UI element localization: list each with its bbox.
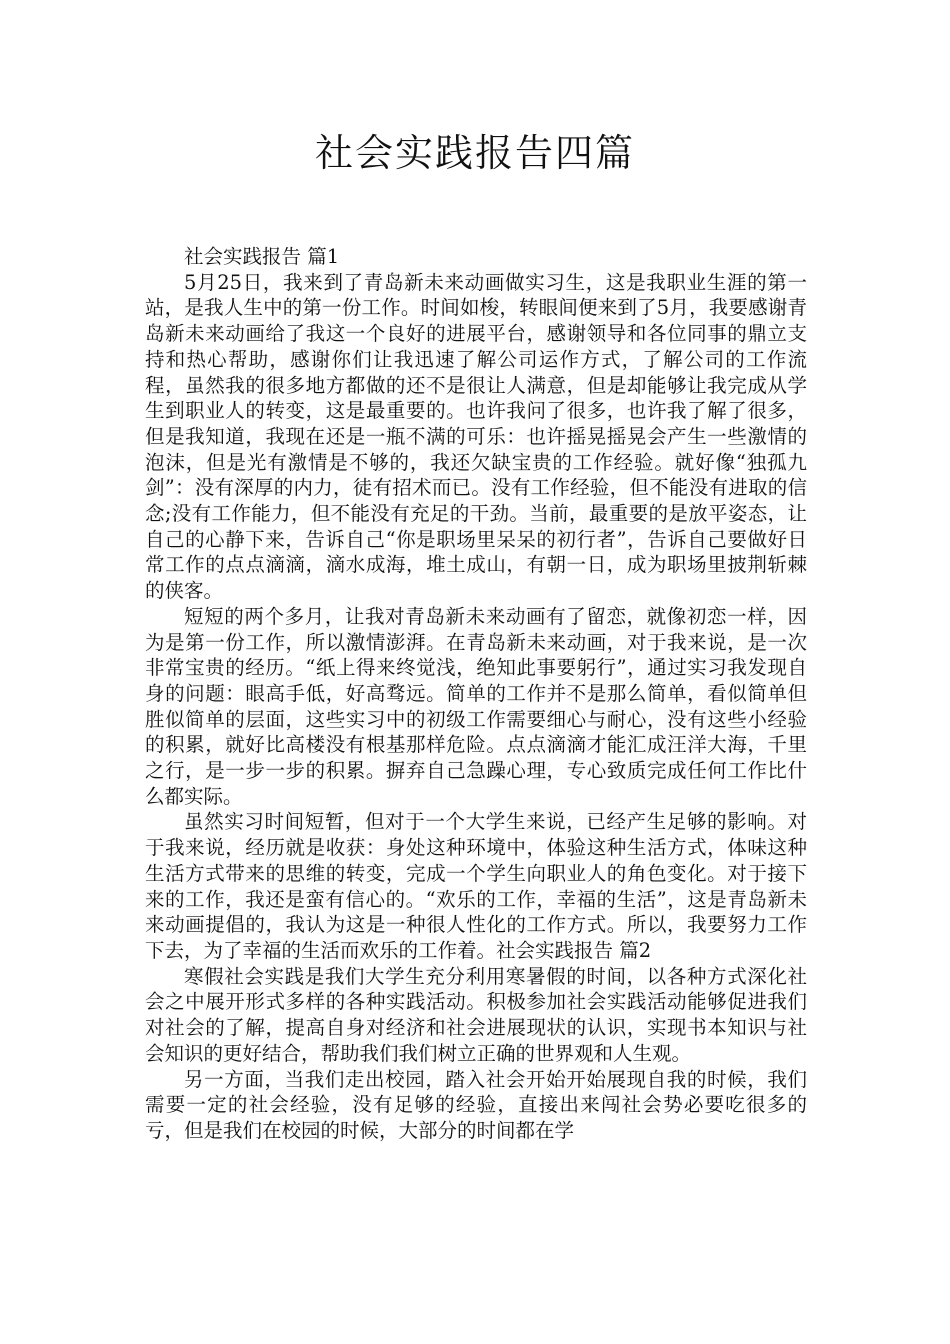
- document-body: [145, 244, 807, 1144]
- section-heading: 社会实践报告 篇1: [184, 245, 340, 268]
- paragraph: 短短的两个多月，让我对青岛新未来动画有了留恋，就像初恋一样，因为是第一份工作，所以激情澎湃。在青岛新未来动画，对于我来说，是一次非常宝贵的经历。“纸上得来终觉浅，绝知此事要躬行”，通过实习我发现自身的问题：眼高手低，好高骛远。简单的工作并不是那么简单，看似简单但胜似简单的层面，这些实习中的初级工作需要细心与耐心，没有这些小经验的积累，就好比高楼没有根基那样危险。点点滴滴才能汇成汪洋大海，千里之行，是一步一步的积累。摒弃自己急躁心理，专心致质完成任何工作比什么都实际。: [145, 604, 807, 808]
- paragraph: 虽然实习时间短暂，但对于一个大学生来说，已经产生足够的影响。对于我来说，经历就是收获：身处这种环境中，体验这种生活方式，体味这种生活方式带来的思维的转变，完成一个学生向职业人的角色变化。对于接下来的工作，我还是蛮有信心的。“欢乐的工作，幸福的生活”，这是青岛新未来动画提倡的，我认为这是一种很人性化的工作方式。所以，我要努力工作下去，为了幸福的生活而欢乐的工作着。社会实践报告 篇2: [145, 810, 807, 962]
- paragraph: 寒假社会实践是我们大学生充分利用寒暑假的时间，以各种方式深化社会之中展开形式多样的各种实践活动。积极参加社会实践活动能够促进我们对社会的了解，提高自身对经济和社会进展现状的认识，实现书本知识与社会知识的更好结合，帮助我们我们树立正确的世界观和人生观。: [145, 964, 807, 1065]
- paragraph: 5月25日，我来到了青岛新未来动画做实习生，这是我职业生涯的第一站，是我人生中的第一份工作。时间如梭，转眼间便来到了5月，我要感谢青岛新未来动画给了我这一个良好的进展平台，感谢领导和各位同事的鼎立支持和热心帮助，感谢你们让我迅速了解公司运作方式，了解公司的工作流程，虽然我的很多地方都做的还不是很让人满意，但是却能够让我完成从学生到职业人的转变，这是最重要的。也许我问了很多，也许我了解了很多，但是我知道，我现在还是一瓶不满的可乐：也许摇晃摇晃会产生一些激情的泡沫，但是光有激情是不够的，我还欠缺宝贵的工作经验。就好像“独孤九剑”：没有深厚的内力，徒有招术而已。没有工作经验，但不能没有进取的信念;没有工作能力，但不能没有充足的干劲。当前，最重要的是放平姿态，让自己的心静下来，告诉自己“你是职场里呆呆的初行者”，告诉自己要做好日常工作的点点滴滴，滴水成海，堆土成山，有朝一日，成为职场里披荆斩棘的侠客。: [145, 270, 807, 603]
- document-title: 社会实践报告四篇: [314, 131, 635, 175]
- paragraph: 另一方面，当我们走出校园，踏入社会开始开始展现自我的时候，我们需要一定的社会经验，没有足够的经验，直接出来闯社会势必要吃很多的亏，但是我们在校园的时候，大部分的时间都在学: [145, 1067, 807, 1142]
